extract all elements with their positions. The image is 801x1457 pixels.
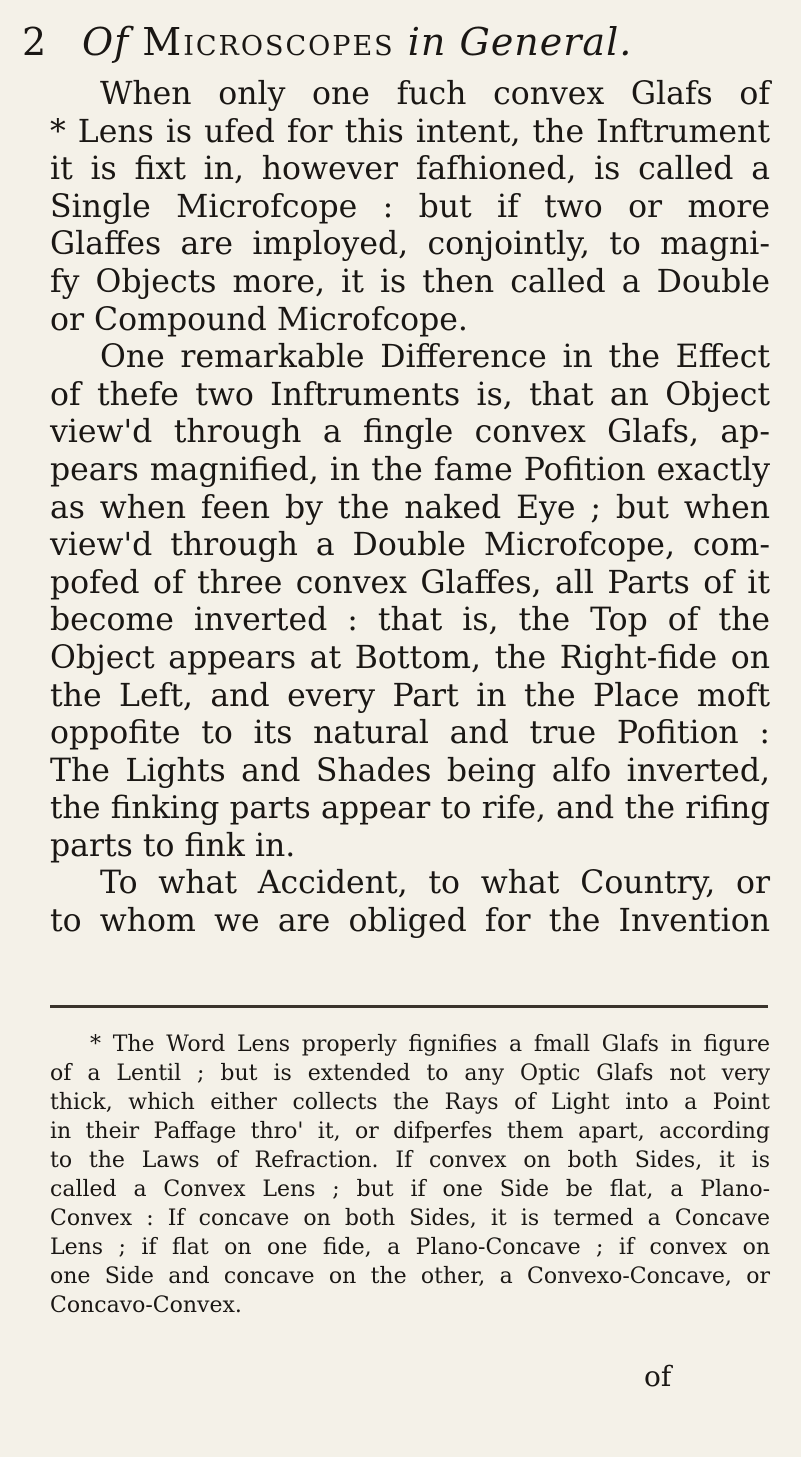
footnote-line: Convex : If concave on both Sides, it is termed a Concave bbox=[50, 1206, 770, 1231]
text-line: Glaffes are imployed, conjointly, to magni- bbox=[50, 226, 770, 263]
text-line: or Compound Microfcope. bbox=[50, 301, 468, 338]
text-line: To what Accident, to what Country, or bbox=[100, 865, 770, 902]
footnote-line: Concavo-Convex. bbox=[50, 1293, 242, 1318]
text-line: the Left, and every Part in the Place moft bbox=[50, 677, 770, 714]
text-line: One remarkable Difference in the Effect bbox=[100, 339, 770, 376]
text-line: view'd through a fingle convex Glafs, ap- bbox=[50, 414, 770, 451]
running-title-prefix: Of bbox=[82, 20, 143, 64]
text-line: The Lights and Shades being alfo inverted, bbox=[50, 752, 770, 789]
footnote-line: Lens ; if flat on one fide, a Plano-Concave ; if convex on bbox=[50, 1235, 770, 1260]
running-title bbox=[82, 20, 632, 64]
text-line: become inverted : that is, the Top of the bbox=[50, 602, 770, 639]
text-line: of thefe two Inftruments is, that an Object bbox=[50, 376, 770, 413]
footnote-line: * The Word Lens properly fignifies a fmall Glafs in figure bbox=[90, 1032, 770, 1057]
footnote bbox=[50, 1030, 770, 1320]
footnote-line: thick, which either collects the Rays of Light into a Point bbox=[50, 1090, 770, 1115]
footnote-line: called a Convex Lens ; but if one Side be flat, a Plano- bbox=[50, 1177, 770, 1202]
footnote-line: of a Lentil ; but is extended to any Optic Glafs not very bbox=[50, 1061, 770, 1086]
text-line: fy Objects more, it is then called a Double bbox=[50, 263, 770, 300]
page-number: 2 bbox=[22, 20, 48, 64]
running-title-smallcaps: Microscopes bbox=[142, 20, 395, 64]
catchword: of bbox=[644, 1360, 672, 1393]
text-line: pofed of three convex Glaffes, all Parts of it bbox=[50, 564, 770, 601]
footnote-line: one Side and concave on the other, a Convexo-Concave, or bbox=[50, 1264, 770, 1289]
text-line: Object appears at Bottom, the Right-fide on bbox=[50, 639, 770, 676]
text-line: When only one fuch convex Glafs of bbox=[100, 76, 770, 112]
footnote-line: in their Paffage thro' it, or difperfes them apart, according bbox=[50, 1119, 770, 1144]
text-line: the finking parts appear to rife, and the rifing bbox=[50, 790, 770, 827]
running-header bbox=[22, 20, 722, 64]
text-line: pears magnified, in the fame Pofition exactly bbox=[50, 451, 770, 488]
text-line: parts to fink in. bbox=[50, 827, 296, 864]
footnote-divider bbox=[50, 1005, 768, 1008]
main-text bbox=[50, 76, 770, 941]
text-line: oppofite to its natural and true Pofition : bbox=[50, 715, 770, 752]
text-line: * Lens is ufed for this intent, the Inftrument bbox=[50, 113, 770, 150]
text-line: as when feen by the naked Eye ; but when bbox=[50, 489, 770, 526]
running-title-suffix: in General. bbox=[394, 20, 633, 64]
text-line: it is fixt in, however fafhioned, is called a bbox=[50, 151, 770, 188]
text-line: Single Microfcope : but if two or more bbox=[50, 188, 770, 225]
text-line: view'd through a Double Microfcope, com- bbox=[50, 527, 770, 564]
text-line: to whom we are obliged for the Invention bbox=[50, 903, 770, 940]
footnote-line: to the Laws of Refraction. If convex on both Sides, it is bbox=[50, 1148, 770, 1173]
